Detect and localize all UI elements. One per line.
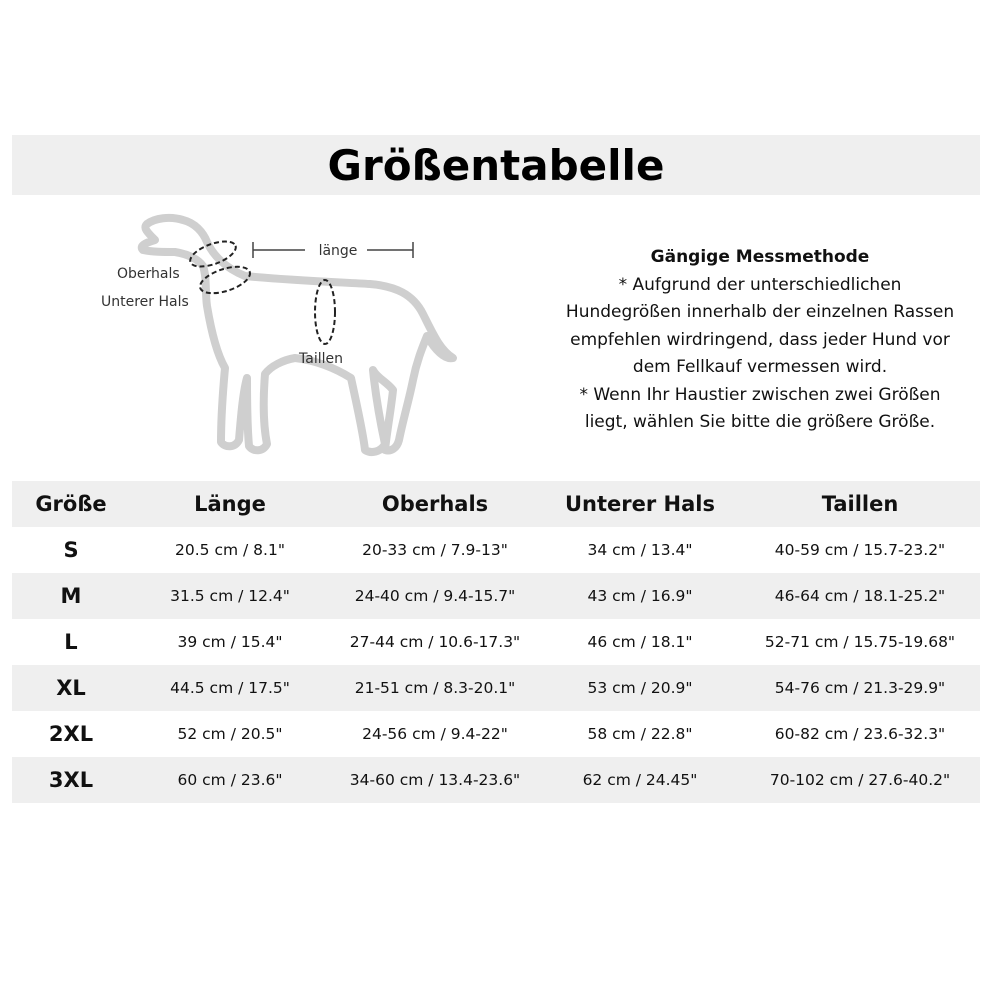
method-line: * Aufgrund der unterschiedlichen [618,274,902,295]
waist-cell: 40-59 cm / 15.7-23.2" [774,541,946,559]
waist-ring [315,280,335,344]
lower-neck-cell: 58 cm / 22.8" [587,725,693,743]
upper-neck-cell: 34-60 cm / 13.4-23.6" [349,771,521,789]
upper-neck-cell: 20-33 cm / 7.9-13" [362,541,508,559]
lower-neck-cell: 53 cm / 20.9" [587,679,693,697]
dog-illustration [95,210,465,465]
waist-cell: 70-102 cm / 27.6-40.2" [769,771,951,789]
size-cell: 3XL [48,768,94,792]
lower-neck-label: Unterer Hals [101,294,189,310]
length-cell: 31.5 cm / 12.4" [170,587,290,605]
size-cell: S [63,538,79,562]
dog-outline [142,218,453,452]
lower-neck-cell: 43 cm / 16.9" [587,587,693,605]
measurement-method [540,244,980,437]
size-cell: 2XL [48,722,94,746]
lower-neck-cell: 34 cm / 13.4" [587,541,693,559]
waist-label: Taillen [299,351,343,367]
upper-neck-cell: 24-40 cm / 9.4-15.7" [354,587,516,605]
length-cell: 44.5 cm / 17.5" [170,679,290,697]
header-size: Größe [35,492,107,516]
method-line: * Wenn Ihr Haustier zwischen zwei Größen [579,384,941,405]
table-row [12,665,980,711]
waist-cell: 54-76 cm / 21.3-29.9" [774,679,946,697]
length-cell: 20.5 cm / 8.1" [175,541,285,559]
table-row [12,573,980,619]
waist-cell: 60-82 cm / 23.6-32.3" [774,725,946,743]
table-row [12,619,980,665]
method-line: liegt, wählen Sie bitte die größere Größe. [584,412,936,432]
size-cell: M [60,584,82,608]
upper-neck-cell: 27-44 cm / 10.6-17.3" [349,633,521,651]
table-header-row [12,481,980,527]
table-row [12,757,980,803]
table-row [12,527,980,573]
upper-neck-cell: 21-51 cm / 8.3-20.1" [354,679,516,697]
header-length: Länge [194,492,266,516]
method-heading: Gängige Messmethode [650,247,870,267]
size-table [12,481,980,803]
upper-neck-cell: 24-56 cm / 9.4-22" [362,725,508,743]
size-cell: XL [56,676,86,700]
waist-cell: 52-71 cm / 15.75-19.68" [764,633,956,651]
table-row [12,711,980,757]
header-lower-neck: Unterer Hals [565,492,715,516]
header-upper-neck: Oberhals [381,492,489,516]
upper-neck-label: Oberhals [117,266,180,282]
dog-measurement-diagram [95,210,465,465]
size-cell: L [64,630,78,654]
length-cell: 39 cm / 15.4" [177,633,283,651]
lower-neck-cell: 46 cm / 18.1" [587,633,693,651]
header-waist: Taillen [821,492,899,516]
title-bar [12,135,980,195]
length-cell: 52 cm / 20.5" [177,725,283,743]
page-title: Größentabelle [327,140,665,190]
method-line: dem Fellkauf vermessen wird. [632,357,888,377]
lower-neck-cell: 62 cm / 24.45" [582,771,698,789]
length-cell: 60 cm / 23.6" [177,771,283,789]
method-line: Hundegrößen innerhalb der einzelnen Rassen [565,302,955,322]
waist-cell: 46-64 cm / 18.1-25.2" [774,587,946,605]
length-label: länge [318,243,358,259]
method-line: empfehlen wirdringend, dass jeder Hund vor [570,329,950,350]
